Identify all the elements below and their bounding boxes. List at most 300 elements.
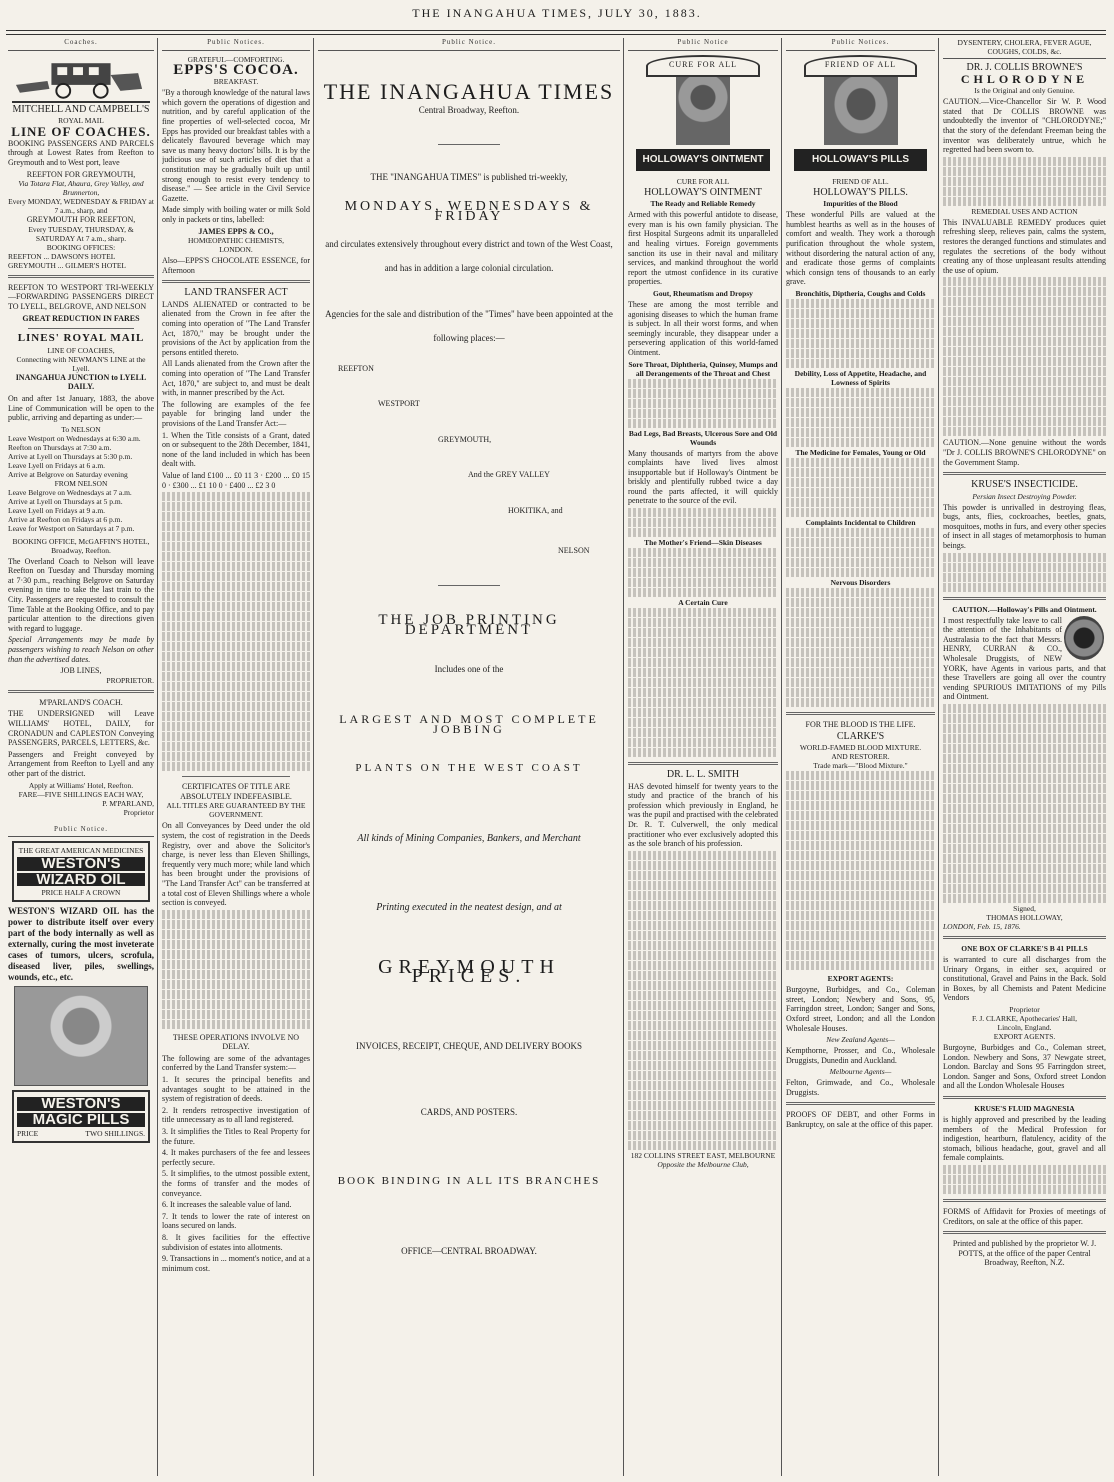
ointment-label: HOLLOWAY'S OINTMENT (636, 149, 770, 171)
epps-cocoa: EPPS'S COCOA. (173, 61, 299, 78)
illegible-text (628, 1021, 778, 1030)
divider (943, 936, 1106, 939)
illegible-text (943, 553, 1106, 562)
invoices: INVOICES, RECEIPT, CHEQUE, AND DELIVERY BOOKS (356, 1041, 582, 1052)
illegible-text (628, 518, 778, 527)
dysentery-heading: DYSENTERY, CHOLERA, FEVER AGUE, COUGHS, COLDS, &c. (943, 38, 1106, 59)
imprint: Printed and published by the proprietor W. J. POTTS, at the office of the paper Central Broadway, Reefton, N.Z. (952, 1239, 1097, 1268)
illegible-text (786, 648, 935, 657)
illegible-text (628, 1091, 778, 1100)
remedial-uses: REMEDIAL USES AND ACTION (971, 206, 1078, 216)
illegible-text (628, 698, 778, 707)
illegible-text (628, 1061, 778, 1070)
booking-text: BOOKING PASSENGERS AND PARCELS through at Lowest Rates from Reefton to Greymouth and to West port, leave (8, 138, 154, 167)
coach-illustration (12, 55, 150, 103)
fluid-magnesia: KRUSE'S FLUID MAGNESIA (974, 1103, 1075, 1113)
illegible-text (786, 418, 935, 427)
illegible-text (162, 742, 310, 751)
proprietor-label: Proprietor (123, 807, 154, 817)
advantage-item: 1. It secures the principal benefits and advantages sought to be attained in the system of registration of deeds. (162, 1075, 310, 1104)
collis-browne: DR. J. COLLIS BROWNE'S (966, 62, 1083, 73)
illegible-text (786, 781, 935, 790)
column-public-notices (162, 38, 310, 1474)
illegible-text (943, 177, 1106, 186)
illegible-text (786, 488, 935, 497)
book-binding: BOOK BINDING IN ALL ITS BRANCHES (337, 1175, 601, 1188)
advantage-item: 8. It gives facilities for the effective subdivision of estates into allotments. (162, 1232, 310, 1252)
advantage-item: 7. It tends to lower the rate of interest on loans secured on lands. (162, 1211, 310, 1231)
masthead: THE INANGAHUA TIMES, JULY 30, 1883. (412, 6, 702, 20)
fare-text: FARE—FIVE SHILLINGS EACH WAY, (18, 789, 144, 799)
divider (943, 472, 1106, 475)
publication-days: MONDAYS, WEDNESDAYS & FRIDAY (344, 199, 594, 224)
illegible-text (786, 801, 935, 810)
divider (943, 1231, 1106, 1234)
route-days-1: Every MONDAY, WEDNESDAY & FRIDAY at 7 a.m., sharp, and (8, 197, 154, 216)
illegible-text (162, 632, 310, 641)
greymouth-prices: GREYMOUTH PRICES. (378, 955, 560, 988)
largest-jobbing: LARGEST AND MOST COMPLETE JOBBING (339, 711, 599, 736)
illegible-text (628, 1121, 778, 1130)
illegible-text (943, 337, 1106, 346)
advantage-item: 9. Transactions in ... moment's notice, and at a minimum cost. (162, 1254, 310, 1273)
column-header: Public Notice (628, 38, 778, 51)
export-agents: EXPORT AGENTS. (993, 1031, 1056, 1041)
divider (786, 712, 935, 715)
illegible-text (628, 548, 778, 557)
friend-of-all: FRIEND OF ALL. (832, 176, 889, 186)
illegible-text (943, 367, 1106, 376)
column-header: Public Notices. (786, 38, 935, 51)
illegible-text (943, 804, 1106, 813)
lines-text: On and after 1st January, 1883, the above Line of Communication will be open to the public, arriving and departing as under:— (8, 393, 154, 423)
illegible-text (786, 698, 935, 707)
illegible-text (786, 339, 935, 348)
illegible-text (943, 774, 1106, 783)
grateful: GRATEFUL—COMFORTING. (187, 54, 285, 64)
illegible-text (628, 748, 778, 757)
remedy-text: Armed with this powerful antidote to disease, every man is his own family physician. The first Hospital Surgeons admit its unparalleled and healing virtues. Foreign governments sanction its use in their naval and military services, and mankind throughout the world report the utmost confidence in its curative properties. (628, 210, 778, 287)
column-coaches (8, 38, 154, 1474)
friend-banner: FRIEND OF ALL (804, 55, 917, 77)
illegible-text (943, 307, 1106, 316)
divider (943, 1199, 1106, 1202)
cards-posters: CARDS, AND POSTERS. (420, 1106, 518, 1117)
mining-companies: All kinds of Mining Companies, Bankers, and Merchant (357, 832, 581, 844)
illegible-text (628, 409, 778, 418)
west-coast-plants: PLANTS ON THE WEST COAST (355, 762, 583, 775)
illegible-text (786, 528, 935, 537)
illegible-text (162, 522, 310, 531)
illegible-text (162, 662, 310, 671)
timetable-row: Leave Belgrove on Wednesdays at 7 a.m. (8, 487, 132, 497)
timetable-row: Arrive at Lyell on Thursdays at 5 p.m. (8, 496, 123, 506)
illegible-text (943, 854, 1106, 863)
caution-text: CAUTION.—Vice-Chancellor Sir W. P. Wood stated that Dr COLLIS BROWNE was undoubtedly the inventor of "CHLORODYNE;" that the story of the defendant Freeman being the inventor was deliberately untrue, which he regretted had been sworn to. (943, 97, 1106, 155)
illegible-text (786, 618, 935, 627)
illegible-text (162, 970, 310, 979)
restorer: AND RESTORER. (831, 752, 890, 762)
illegible-text (162, 1010, 310, 1019)
melbourne-agents-heading: Melbourne Agents— (829, 1067, 892, 1077)
operations: THESE OPERATIONS INVOLVE NO DELAY. (172, 1032, 300, 1052)
timetable-row: Arrive at Lyell on Thursdays at 5:30 p.m. (8, 451, 133, 461)
illegible-text (628, 728, 778, 737)
illegible-text (943, 884, 1106, 893)
caution-holloway: CAUTION.—Holloway's Pills and Ointment. (952, 604, 1097, 614)
mothers-friend: The Mother's Friend—Skin Diseases (644, 538, 762, 548)
illegible-text (162, 762, 310, 771)
special-arrangements: Special Arrangements may be made by passengers wishing to reach Nelson on other than the advertised dates. (8, 635, 154, 664)
illegible-text (628, 1071, 778, 1080)
one-box: ONE BOX OF CLARKE'S B 41 PILLS (961, 944, 1088, 953)
illegible-text (162, 682, 310, 691)
illegible-text (162, 602, 310, 611)
price-value: TWO SHILLINGS. (85, 1128, 145, 1138)
epps-also: Also—EPPS'S CHOCOLATE ESSENCE, for Afternoon (162, 256, 310, 275)
illegible-text (628, 568, 778, 577)
illegible-text (786, 638, 935, 647)
illegible-text (943, 317, 1106, 326)
public-notice-header: Public Notice. (8, 825, 154, 838)
illegible-text (162, 990, 310, 999)
illegible-text (628, 1111, 778, 1120)
illegible-text (162, 712, 310, 721)
illegible-text (628, 688, 778, 697)
illegible-text (628, 1031, 778, 1040)
coach-company: MITCHELL AND CAMPBELL'S (12, 103, 150, 115)
illegible-text (943, 397, 1106, 406)
timetable-row: Leave Lyell on Fridays at 9 a.m. (8, 505, 106, 515)
timetable-row: Leave Lyell on Fridays at 6 a.m. (8, 460, 106, 470)
illegible-text (786, 538, 935, 547)
chlorodyne: CHLORODYNE (960, 71, 1089, 86)
proprietor: Proprietor (1009, 1004, 1040, 1014)
illegible-text (943, 864, 1106, 873)
illegible-text (943, 287, 1106, 296)
gout-heading: Gout, Rheumatism and Dropsy (653, 288, 753, 298)
gout-text: These are among the most terrible and agonising diseases to which the human frame is subject. In all their worst forms, and when seemingly incurable, they disappear under a persevering application of this world-famed Ointment. (628, 299, 778, 357)
illegible-text (162, 582, 310, 591)
illegible-text (943, 844, 1106, 853)
divider (8, 690, 154, 693)
illegible-text (628, 921, 778, 930)
illegible-text (628, 658, 778, 667)
bronchitis-heading: Bronchitis, Diptheria, Coughs and Colds (795, 288, 926, 298)
illegible-text (786, 428, 935, 437)
children-heading: Complaints Incidental to Children (805, 517, 916, 527)
illegible-text (628, 588, 778, 597)
booking-offices: BOOKING OFFICES: (46, 242, 116, 252)
illegible-text (786, 568, 935, 577)
epps-made: Made simply with boiling water or milk Sold only in packets or tins, labelled: (162, 205, 310, 224)
illegible-text (786, 678, 935, 687)
illegible-text (162, 920, 310, 929)
illegible-text (628, 961, 778, 970)
dr-smith: DR. L. L. SMITH (666, 769, 740, 781)
great-american: THE GREAT AMERICAN MEDICINES (18, 846, 144, 856)
illegible-text (786, 831, 935, 840)
illegible-text (162, 722, 310, 731)
medicine-illustration (14, 986, 148, 1086)
mparland-coach: M'PARLAND'S COACH. (39, 697, 123, 707)
wizard-text: WESTON'S WIZARD OIL has the power to distribute itself over every part of the body internally as well as externally, curing the most inveterate cases of tumors, ulcers, scrofula, diseased liver, piles, swellings, wounds, etc., etc. (8, 906, 154, 983)
pills-illustration (794, 55, 927, 175)
illegible-text (628, 508, 778, 517)
illegible-text (628, 578, 778, 587)
illegible-text (786, 398, 935, 407)
masthead-rule-bottom (6, 34, 1106, 35)
london: LONDON. (219, 245, 253, 255)
westons-ad (12, 841, 150, 902)
kruse-insecticide: KRUSE'S INSECTICIDE. (971, 479, 1078, 491)
illegible-text (943, 814, 1106, 823)
lincoln: Lincoln, England. (997, 1022, 1052, 1032)
magic-pills-ad (12, 1090, 150, 1142)
illegible-text (943, 794, 1106, 803)
office-greymouth: GREYMOUTH ... GILMER'S HOTEL (8, 260, 127, 270)
illegible-text (628, 528, 778, 537)
fj-clarke: F. J. CLARKE, Apothecaries' Hall, (972, 1013, 1077, 1023)
divider (943, 597, 1106, 600)
illegible-text (786, 608, 935, 617)
apply-text: Apply at Williams' Hotel, Reefton. (28, 780, 134, 790)
illegible-text (162, 492, 310, 501)
debility-heading: Debility, Loss of Appetite, Headache, and Lowness of Spirits (794, 368, 927, 387)
illegible-text (943, 1175, 1106, 1184)
published: THE "INANGAHUA TIMES" is published tri-weekly, (370, 171, 568, 182)
holloway-seal (1064, 616, 1104, 660)
masthead-rule-top (6, 30, 1106, 31)
guaranteed: ALL TITLES ARE GUARANTEED BY THE GOVERNMENT. (166, 801, 306, 820)
illegible-text (628, 1001, 778, 1010)
column-header: Public Notices. (162, 38, 310, 51)
certificates: CERTIFICATES OF TITLE ARE ABSOLUTELY INDEFEASIBLE. (180, 782, 292, 801)
column-divider (157, 38, 158, 1476)
medicine-heading: The Medicine for Females, Young or Old (795, 447, 926, 457)
timetable-row: Leave for Westport on Saturdays at 7 p.m. (8, 523, 135, 533)
from-nelson: FROM NELSON (54, 478, 108, 488)
divider (8, 275, 154, 278)
holloway-ointment: HOLLOWAY'S OINTMENT (644, 186, 762, 198)
illegible-text (786, 628, 935, 637)
illegible-text (786, 871, 935, 880)
clarkes: CLARKE'S (836, 730, 885, 742)
illegible-text (628, 941, 778, 950)
office-reefton: REEFTON ... DAWSON'S HOTEL (8, 251, 116, 261)
illegible-text (786, 478, 935, 487)
illegible-text (943, 704, 1106, 713)
holloway-pills: HOLLOWAY'S PILLS. (813, 186, 908, 198)
illegible-text (162, 960, 310, 969)
figure-icon (824, 77, 898, 145)
illegible-text (786, 921, 935, 930)
illegible-text (628, 981, 778, 990)
illegible-text (162, 752, 310, 761)
line-of-coaches: LINE OF COACHES. (11, 124, 151, 140)
illegible-text (943, 167, 1106, 176)
illegible-text (943, 197, 1106, 206)
melbourne-agents: Felton, Grimwade, and Co., Wholesale Druggists. (786, 1078, 935, 1097)
illegible-text (786, 911, 935, 920)
illegible-text (162, 930, 310, 939)
illegible-text (786, 941, 935, 950)
illegible-text (162, 980, 310, 989)
divider (786, 1102, 935, 1105)
divider (28, 328, 134, 329)
illegible-text (786, 548, 935, 557)
illegible-text (786, 668, 935, 677)
illegible-text (786, 498, 935, 507)
illegible-text (943, 824, 1106, 833)
advantage-item: 5. It simplifies, to the utmost possible extent, the forms of transfer and the modes of conveyance. (162, 1169, 310, 1198)
illegible-text (786, 299, 935, 308)
agency-westport: WESTPORT (378, 399, 420, 409)
column-chlorodyne (943, 38, 1106, 1474)
holloway-caution-text: I most respectfully take leave to call the attention of the Inhabitants of Australasia to the fact that Messrs. HENRY, CURRAN & CO., Wholesale Druggists, of NEW YORK, have Agents in various parts, and that these Travellers are going all over the country vending SPURIOUS IMITATIONS of my Pills and Ointment. (943, 615, 1106, 702)
illegible-text (628, 1101, 778, 1110)
illegible-text (628, 419, 778, 428)
invaluable-text: This INVALUABLE REMEDY produces quiet refreshing sleep, relieves pain, calms the system, restores the deranged functions and stimulates and regulates the secretions of the body without creating any of those unpleasant results attending the use of opium. (943, 217, 1106, 275)
illegible-text (943, 724, 1106, 733)
royal-mail: ROYAL MAIL (58, 116, 104, 126)
illegible-text (786, 771, 935, 780)
illegible-text (786, 388, 935, 397)
undersigned-text: THE UNDERSIGNED will Leave WILLIAMS' HOTEL, DAILY, for CRONADUN and CAPLESTON Conveying PASSENGERS, PARCELS, LETTERS, &c. (8, 709, 154, 748)
impurities-text: These wonderful Pills are valued at the humblest hearths as well as in the houses of comfort and wealth. They work a thorough purification throughout the whole system, without disordering the natural action of any, and eradicate those germs of complaints which consign tens of thousands to an early grave. (786, 210, 935, 287)
divider (628, 762, 778, 765)
agency-reefton: REEFTON (338, 363, 374, 373)
agency-grey-valley: And the GREY VALLEY (468, 470, 550, 480)
illegible-text (628, 931, 778, 940)
column-header: Coaches. (8, 38, 154, 51)
illegible-text (628, 558, 778, 567)
illegible-text (943, 764, 1106, 773)
includes: Includes one of the (434, 664, 504, 675)
printing-executed: Printing executed in the neatest design, and at (376, 902, 562, 914)
illegible-text (162, 532, 310, 541)
illegible-text (162, 502, 310, 511)
illegible-text (786, 468, 935, 477)
divider (943, 1096, 1106, 1099)
illegible-text (943, 297, 1106, 306)
forms-affidavit: FORMS of Affidavit for Proxies of meetings of Creditors, on sale at the office of this paper. (943, 1206, 1106, 1226)
smith-address: 182 COLLINS STREET EAST, MELBOURNE (630, 1150, 776, 1160)
timetable-row: Leave Westport on Wednesdays at 6:30 a.m. (8, 433, 141, 443)
illegible-text (786, 309, 935, 318)
agency-hokitika: HOKITIKA, and (508, 505, 563, 515)
to-nelson: To NELSON (61, 424, 101, 434)
fluid-text: is highly approved and prescribed by the leading members of the Medical Profession for indigestion, heartburn, flatulency, acidity of the stomach, bilious headache, gout, gravel and all female complaints. (943, 1114, 1106, 1163)
route-reefton-greymouth: REEFTON FOR GREYMOUTH, (26, 169, 136, 179)
illegible-text (943, 357, 1106, 366)
route-days-2: Every TUESDAY, THURSDAY, & SATURDAY At 7 a.m., sharp. (28, 224, 134, 243)
wizard-price: PRICE HALF A CROWN (41, 888, 121, 898)
illegible-text (943, 894, 1106, 903)
smith-opposite: Opposite the Melbourne Club, (657, 1159, 749, 1169)
illegible-text (628, 1131, 778, 1140)
nervous-heading: Nervous Disorders (830, 577, 891, 587)
illegible-text (162, 1020, 310, 1029)
illegible-text (786, 458, 935, 467)
kruse-text: This powder is unrivalled in destroying fleas, bugs, ants, flies, cockroaches, beetles, gnats, mosquitoes, moths in furs, and every other species of insect in all stages of metamorphosis to human beings. (943, 502, 1106, 551)
illegible-text (628, 1141, 778, 1150)
illegible-text (162, 672, 310, 681)
illegible-text (628, 911, 778, 920)
illegible-text (628, 678, 778, 687)
illegible-text (162, 950, 310, 959)
illegible-text (786, 408, 935, 417)
export-agents-list: Burgoyne, Burbidges and Co., Coleman street, London. Newbery and Sons, 37 Newgate street, London. Barclay and Sons 95 Farringdon street, London. Sanger and Sons, Oxford street London and all the London Wholesale Houses (943, 1042, 1106, 1091)
illegible-text (943, 744, 1106, 753)
illegible-text (943, 427, 1106, 436)
caution-genuine: CAUTION.—None genuine without the words "Dr J. COLLIS BROWNE'S CHLORODYNE" on the Government Stamp. (943, 438, 1106, 467)
trade-mark: Trade mark—"Blood Mixture." (813, 761, 908, 771)
timetable-row: Arrive at Reefton on Fridays at 6 p.m. (8, 514, 123, 524)
illegible-text (786, 319, 935, 328)
route-via: Via Totara Flat, Ahaura, Grey Valley, and Brunnerton, (18, 179, 144, 198)
illegible-text (786, 329, 935, 338)
fee-rows: Value of land £100 ... £0 11 3 · £200 ... £0 15 0 · £300 ... £1 10 0 · £400 ... £2 3 0 (162, 470, 310, 490)
illegible-text (628, 1051, 778, 1060)
illegible-text (162, 592, 310, 601)
divider (438, 144, 500, 145)
land-transfer-act: LAND TRANSFER ACT (184, 287, 288, 299)
passengers-text: Passengers and Freight conveyed by Arrangement from Reefton to Lyell and any other part of the district. (8, 749, 154, 778)
job-lines: JOB LINES, (60, 666, 102, 676)
original-genuine: Is the Original and only Genuine. (974, 86, 1075, 96)
illegible-text (162, 910, 310, 919)
wizard-oil-logo: WIZARD OIL (17, 873, 145, 887)
illegible-text (786, 658, 935, 667)
column-times-notice (318, 38, 620, 1474)
illegible-text (943, 834, 1106, 843)
advantages-intro: The following are some of the advantages conferred by the Land Transfer system:— (162, 1053, 310, 1073)
illegible-text (943, 347, 1106, 356)
export-agents: EXPORT AGENTS: (827, 974, 894, 984)
great-reduction: GREAT REDUCTION IN FARES (22, 313, 140, 323)
illegible-text (628, 738, 778, 747)
blood-mixture: WORLD-FAMED BLOOD MIXTURE. (799, 743, 922, 753)
illegible-text (786, 841, 935, 850)
conveyance-text: On all Conveyances by Deed under the old system, the cost of registration in the Deeds Registry, over and above the Solicitor's charge, is never less than Eleven Shillings, frequently very much more; while land which has been brought under the provisions of "The Land Transfer Act" can be transferred at a total cost of Eleven Shillings where a whole section is conveyed. (162, 821, 310, 908)
ointment-illustration (636, 55, 770, 175)
agency-greymouth: GREYMOUTH, (438, 434, 492, 444)
illegible-text (628, 648, 778, 657)
illegible-text (943, 327, 1106, 336)
divider (438, 585, 500, 586)
fee-rule-1: 1. When the Title consists of a Grant, dated on or subsequent to the 28th December, 1841, none of the land included in which has been dealt with. (162, 430, 310, 469)
illegible-text (943, 754, 1106, 763)
advantage-item: 3. It simplifies the Titles to Real Property for the future. (162, 1127, 310, 1146)
epps-text: "By a thorough knowledge of the natural laws which govern the operations of digestion and nutrition, and by careful application of the fine properties of well-selected cocoa, Mr Epps has provided our breakfast tables with a delicately flavoured beverage which may save us many heavy doctors' bills. It is by the judicious use of such articles of diet that a constitution may be gradually built up until strong enough to resist every tendency to disease." — See article in the Civil Service Gazette. (162, 88, 310, 203)
coach-icon (12, 55, 150, 101)
illegible-text (943, 1185, 1106, 1194)
illegible-text (943, 157, 1106, 166)
illegible-text (943, 187, 1106, 196)
illegible-text (628, 881, 778, 890)
nz-agents: Kempthorne, Prosser, and Co., Wholesale Druggists, Dunedin and Auckland. (786, 1046, 935, 1065)
column-divider (781, 38, 782, 1476)
illegible-text (943, 277, 1106, 286)
illegible-text (628, 399, 778, 408)
holloway-name: THOMAS HOLLOWAY, (986, 913, 1063, 922)
illegible-text (943, 784, 1106, 793)
illegible-text (943, 417, 1106, 426)
chemists: HOMŒOPATHIC CHEMISTS, (188, 236, 284, 246)
figure-icon (676, 77, 730, 145)
timetable-row: Arrive at Belgrove on Saturday evening (8, 469, 128, 479)
